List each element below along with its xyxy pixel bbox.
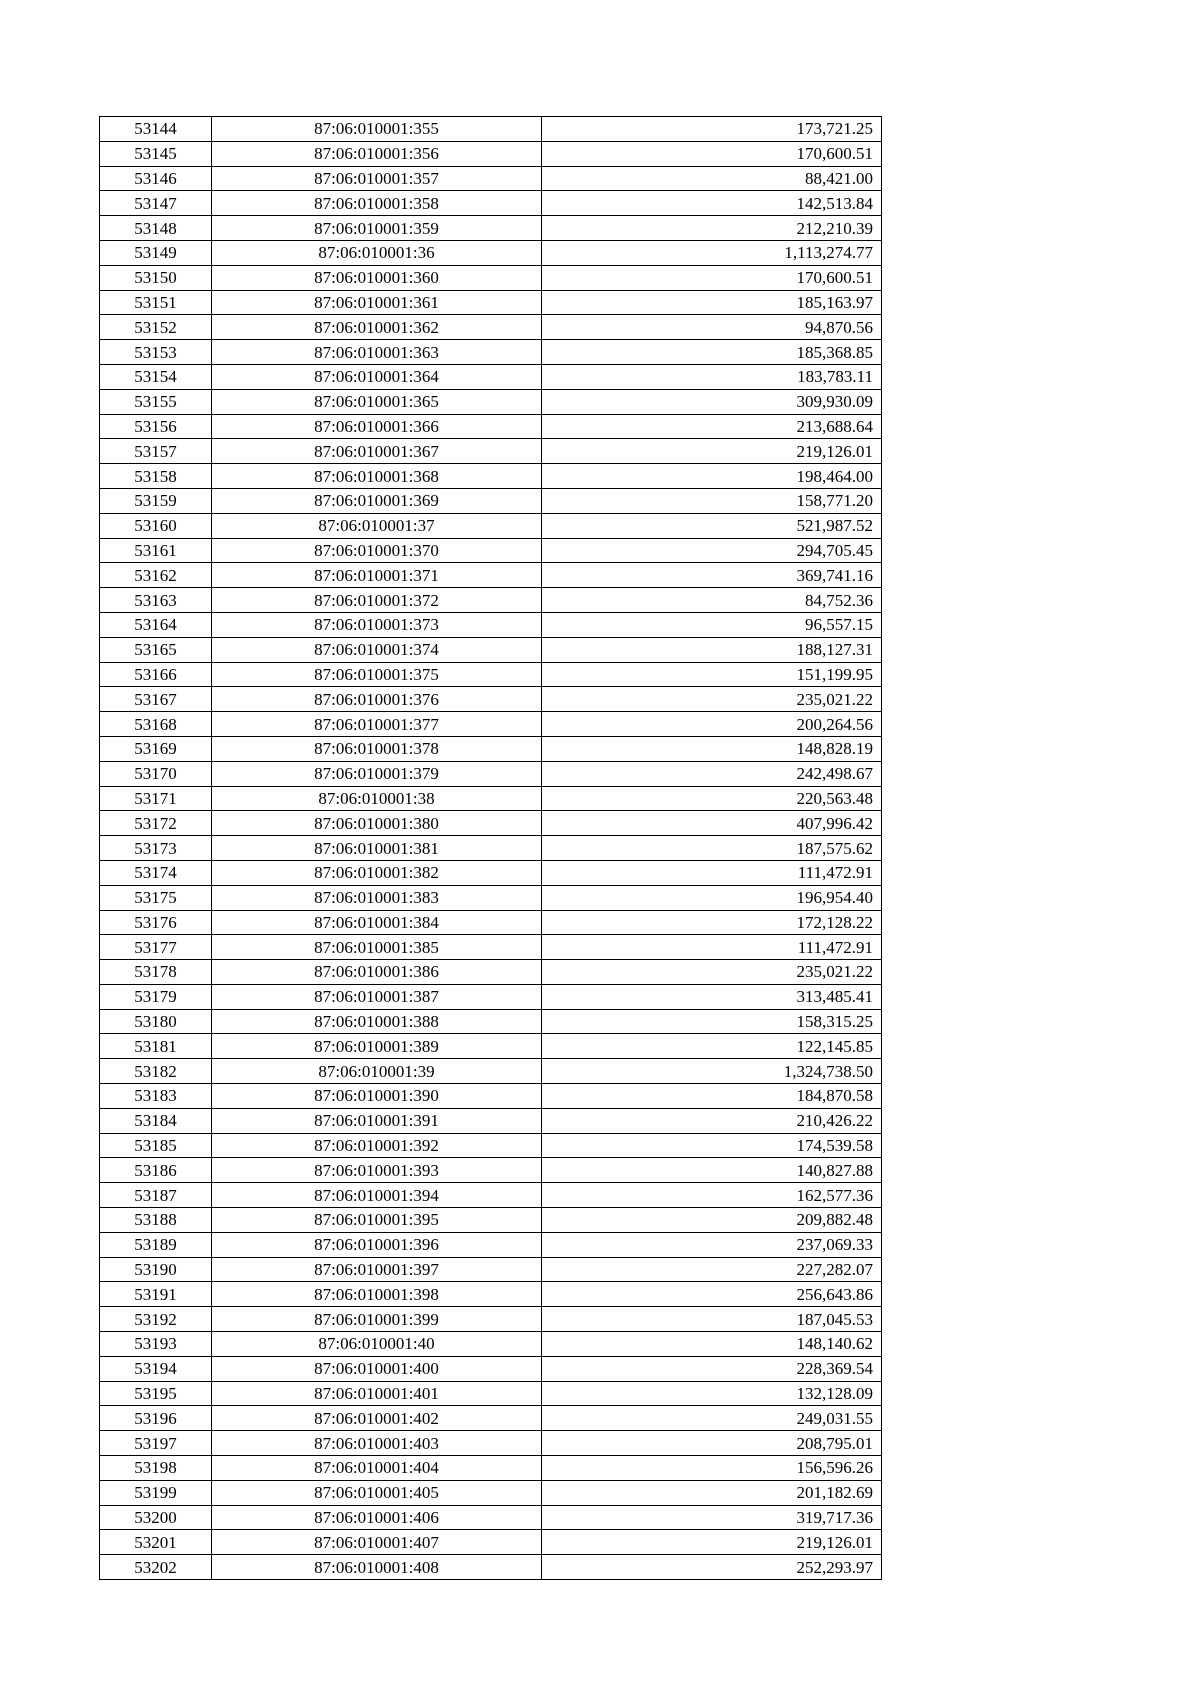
- table-row: [100, 1208, 882, 1233]
- cadastral-value-cell: 201,182.69: [542, 1480, 882, 1505]
- table-row: [100, 736, 882, 761]
- table-row: [100, 265, 882, 290]
- cadastral-number-cell: 87:06:010001:36: [212, 240, 542, 265]
- cadastral-number-cell: 87:06:010001:383: [212, 885, 542, 910]
- cadastral-value-cell: 220,563.48: [542, 786, 882, 811]
- row-number-cell: 53185: [100, 1133, 212, 1158]
- table-row: [100, 885, 882, 910]
- row-number-cell: 53194: [100, 1356, 212, 1381]
- table-row: [100, 166, 882, 191]
- cadastral-value-cell: 235,021.22: [542, 960, 882, 985]
- cadastral-value-cell: 185,368.85: [542, 340, 882, 365]
- row-number-cell: 53144: [100, 117, 212, 142]
- row-number-cell: 53165: [100, 637, 212, 662]
- cadastral-value-cell: 173,721.25: [542, 117, 882, 142]
- table-row: [100, 1381, 882, 1406]
- cadastral-value-cell: 187,045.53: [542, 1307, 882, 1332]
- cadastral-value-cell: 319,717.36: [542, 1505, 882, 1530]
- table-row: [100, 1307, 882, 1332]
- row-number-cell: 53201: [100, 1530, 212, 1555]
- row-number-cell: 53148: [100, 216, 212, 241]
- table-row: [100, 1456, 882, 1481]
- cadastral-value-cell: 174,539.58: [542, 1133, 882, 1158]
- cadastral-number-cell: 87:06:010001:369: [212, 488, 542, 513]
- table-row: [100, 1108, 882, 1133]
- cadastral-value-cell: 369,741.16: [542, 563, 882, 588]
- cadastral-number-cell: 87:06:010001:375: [212, 662, 542, 687]
- cadastral-number-cell: 87:06:010001:358: [212, 191, 542, 216]
- row-number-cell: 53152: [100, 315, 212, 340]
- cadastral-number-cell: 87:06:010001:403: [212, 1431, 542, 1456]
- row-number-cell: 53183: [100, 1084, 212, 1109]
- row-number-cell: 53157: [100, 439, 212, 464]
- row-number-cell: 53150: [100, 265, 212, 290]
- row-number-cell: 53171: [100, 786, 212, 811]
- table-row: [100, 935, 882, 960]
- cadastral-value-cell: 209,882.48: [542, 1208, 882, 1233]
- cadastral-number-cell: 87:06:010001:406: [212, 1505, 542, 1530]
- table-row: [100, 1282, 882, 1307]
- row-number-cell: 53146: [100, 166, 212, 191]
- table-row: [100, 1530, 882, 1555]
- cadastral-value-cell: 122,145.85: [542, 1034, 882, 1059]
- table-row: [100, 811, 882, 836]
- cadastral-number-cell: 87:06:010001:38: [212, 786, 542, 811]
- table-row: [100, 712, 882, 737]
- cadastral-number-cell: 87:06:010001:357: [212, 166, 542, 191]
- table-row: [100, 1555, 882, 1580]
- table-row: [100, 389, 882, 414]
- row-number-cell: 53178: [100, 960, 212, 985]
- cadastral-number-cell: 87:06:010001:381: [212, 836, 542, 861]
- cadastral-number-cell: 87:06:010001:386: [212, 960, 542, 985]
- cadastral-number-cell: 87:06:010001:398: [212, 1282, 542, 1307]
- table-row: [100, 141, 882, 166]
- cadastral-number-cell: 87:06:010001:384: [212, 910, 542, 935]
- row-number-cell: 53186: [100, 1158, 212, 1183]
- row-number-cell: 53199: [100, 1480, 212, 1505]
- row-number-cell: 53181: [100, 1034, 212, 1059]
- table-row: [100, 191, 882, 216]
- table-row: [100, 340, 882, 365]
- row-number-cell: 53187: [100, 1183, 212, 1208]
- row-number-cell: 53161: [100, 538, 212, 563]
- row-number-cell: 53154: [100, 364, 212, 389]
- cadastral-number-cell: 87:06:010001:388: [212, 1009, 542, 1034]
- cadastral-value-table: [99, 116, 882, 1580]
- cadastral-value-cell: 237,069.33: [542, 1232, 882, 1257]
- table-row: [100, 1480, 882, 1505]
- cadastral-value-cell: 88,421.00: [542, 166, 882, 191]
- row-number-cell: 53158: [100, 464, 212, 489]
- row-number-cell: 53166: [100, 662, 212, 687]
- row-number-cell: 53174: [100, 860, 212, 885]
- cadastral-number-cell: 87:06:010001:370: [212, 538, 542, 563]
- table-row: [100, 315, 882, 340]
- cadastral-value-cell: 188,127.31: [542, 637, 882, 662]
- table-row: [100, 1084, 882, 1109]
- cadastral-value-cell: 1,324,738.50: [542, 1059, 882, 1084]
- row-number-cell: 53164: [100, 612, 212, 637]
- cadastral-number-cell: 87:06:010001:359: [212, 216, 542, 241]
- cadastral-value-cell: 142,513.84: [542, 191, 882, 216]
- table-row: [100, 1356, 882, 1381]
- cadastral-value-cell: 294,705.45: [542, 538, 882, 563]
- cadastral-value-cell: 227,282.07: [542, 1257, 882, 1282]
- table-row: [100, 612, 882, 637]
- table-row: [100, 588, 882, 613]
- cadastral-number-cell: 87:06:010001:408: [212, 1555, 542, 1580]
- table-row: [100, 860, 882, 885]
- table-row: [100, 439, 882, 464]
- row-number-cell: 53168: [100, 712, 212, 737]
- cadastral-value-cell: 111,472.91: [542, 935, 882, 960]
- cadastral-value-cell: 132,128.09: [542, 1381, 882, 1406]
- cadastral-value-cell: 200,264.56: [542, 712, 882, 737]
- row-number-cell: 53184: [100, 1108, 212, 1133]
- cadastral-value-cell: 213,688.64: [542, 414, 882, 439]
- cadastral-value-cell: 162,577.36: [542, 1183, 882, 1208]
- row-number-cell: 53156: [100, 414, 212, 439]
- cadastral-number-cell: 87:06:010001:363: [212, 340, 542, 365]
- row-number-cell: 53163: [100, 588, 212, 613]
- row-number-cell: 53195: [100, 1381, 212, 1406]
- cadastral-number-cell: 87:06:010001:397: [212, 1257, 542, 1282]
- cadastral-number-cell: 87:06:010001:371: [212, 563, 542, 588]
- cadastral-value-cell: 219,126.01: [542, 439, 882, 464]
- cadastral-value-cell: 158,315.25: [542, 1009, 882, 1034]
- cadastral-value-cell: 196,954.40: [542, 885, 882, 910]
- row-number-cell: 53192: [100, 1307, 212, 1332]
- cadastral-value-cell: 219,126.01: [542, 1530, 882, 1555]
- row-number-cell: 53159: [100, 488, 212, 513]
- table-row: [100, 1406, 882, 1431]
- row-number-cell: 53162: [100, 563, 212, 588]
- cadastral-number-cell: 87:06:010001:402: [212, 1406, 542, 1431]
- row-number-cell: 53190: [100, 1257, 212, 1282]
- cadastral-number-cell: 87:06:010001:362: [212, 315, 542, 340]
- table-row: [100, 1158, 882, 1183]
- table-row: [100, 1059, 882, 1084]
- cadastral-number-cell: 87:06:010001:385: [212, 935, 542, 960]
- cadastral-value-cell: 249,031.55: [542, 1406, 882, 1431]
- table-row: [100, 1505, 882, 1530]
- table-row: [100, 984, 882, 1009]
- row-number-cell: 53172: [100, 811, 212, 836]
- row-number-cell: 53155: [100, 389, 212, 414]
- table-row: [100, 662, 882, 687]
- table-row: [100, 910, 882, 935]
- cadastral-number-cell: 87:06:010001:365: [212, 389, 542, 414]
- cadastral-number-cell: 87:06:010001:372: [212, 588, 542, 613]
- row-number-cell: 53189: [100, 1232, 212, 1257]
- table-row: [100, 1009, 882, 1034]
- cadastral-number-cell: 87:06:010001:373: [212, 612, 542, 637]
- table-row: [100, 414, 882, 439]
- cadastral-number-cell: 87:06:010001:396: [212, 1232, 542, 1257]
- table-row: [100, 836, 882, 861]
- cadastral-number-cell: 87:06:010001:356: [212, 141, 542, 166]
- row-number-cell: 53147: [100, 191, 212, 216]
- table-row: [100, 687, 882, 712]
- row-number-cell: 53177: [100, 935, 212, 960]
- row-number-cell: 53191: [100, 1282, 212, 1307]
- cadastral-number-cell: 87:06:010001:368: [212, 464, 542, 489]
- cadastral-number-cell: 87:06:010001:390: [212, 1084, 542, 1109]
- cadastral-number-cell: 87:06:010001:400: [212, 1356, 542, 1381]
- cadastral-value-cell: 84,752.36: [542, 588, 882, 613]
- cadastral-number-cell: 87:06:010001:40: [212, 1332, 542, 1357]
- cadastral-value-cell: 407,996.42: [542, 811, 882, 836]
- cadastral-value-cell: 184,870.58: [542, 1084, 882, 1109]
- cadastral-value-cell: 256,643.86: [542, 1282, 882, 1307]
- cadastral-value-cell: 313,485.41: [542, 984, 882, 1009]
- row-number-cell: 53167: [100, 687, 212, 712]
- cadastral-value-cell: 111,472.91: [542, 860, 882, 885]
- row-number-cell: 53198: [100, 1456, 212, 1481]
- cadastral-value-cell: 156,596.26: [542, 1456, 882, 1481]
- cadastral-number-cell: 87:06:010001:382: [212, 860, 542, 885]
- cadastral-number-cell: 87:06:010001:360: [212, 265, 542, 290]
- cadastral-value-cell: 210,426.22: [542, 1108, 882, 1133]
- table-row: [100, 538, 882, 563]
- row-number-cell: 53182: [100, 1059, 212, 1084]
- table-body: [100, 117, 882, 1580]
- cadastral-value-cell: 170,600.51: [542, 141, 882, 166]
- table-row: [100, 786, 882, 811]
- cadastral-number-cell: 87:06:010001:405: [212, 1480, 542, 1505]
- table-row: [100, 117, 882, 142]
- cadastral-number-cell: 87:06:010001:366: [212, 414, 542, 439]
- cadastral-number-cell: 87:06:010001:404: [212, 1456, 542, 1481]
- cadastral-value-cell: 170,600.51: [542, 265, 882, 290]
- cadastral-number-cell: 87:06:010001:364: [212, 364, 542, 389]
- table-row: [100, 216, 882, 241]
- table-row: [100, 364, 882, 389]
- cadastral-number-cell: 87:06:010001:37: [212, 513, 542, 538]
- row-number-cell: 53149: [100, 240, 212, 265]
- cadastral-value-cell: 183,783.11: [542, 364, 882, 389]
- cadastral-number-cell: 87:06:010001:380: [212, 811, 542, 836]
- cadastral-number-cell: 87:06:010001:355: [212, 117, 542, 142]
- row-number-cell: 53196: [100, 1406, 212, 1431]
- cadastral-number-cell: 87:06:010001:407: [212, 1530, 542, 1555]
- cadastral-number-cell: 87:06:010001:394: [212, 1183, 542, 1208]
- cadastral-value-cell: 228,369.54: [542, 1356, 882, 1381]
- cadastral-number-cell: 87:06:010001:39: [212, 1059, 542, 1084]
- cadastral-value-cell: 172,128.22: [542, 910, 882, 935]
- cadastral-value-cell: 185,163.97: [542, 290, 882, 315]
- table-row: [100, 563, 882, 588]
- row-number-cell: 53160: [100, 513, 212, 538]
- row-number-cell: 53188: [100, 1208, 212, 1233]
- table-row: [100, 1232, 882, 1257]
- table-row: [100, 1332, 882, 1357]
- cadastral-number-cell: 87:06:010001:361: [212, 290, 542, 315]
- row-number-cell: 53151: [100, 290, 212, 315]
- cadastral-value-cell: 151,199.95: [542, 662, 882, 687]
- table-row: [100, 290, 882, 315]
- row-number-cell: 53176: [100, 910, 212, 935]
- cadastral-value-cell: 96,557.15: [542, 612, 882, 637]
- cadastral-value-cell: 235,021.22: [542, 687, 882, 712]
- cadastral-value-cell: 212,210.39: [542, 216, 882, 241]
- row-number-cell: 53202: [100, 1555, 212, 1580]
- cadastral-value-cell: 242,498.67: [542, 761, 882, 786]
- cadastral-number-cell: 87:06:010001:392: [212, 1133, 542, 1158]
- row-number-cell: 53175: [100, 885, 212, 910]
- cadastral-number-cell: 87:06:010001:395: [212, 1208, 542, 1233]
- cadastral-number-cell: 87:06:010001:387: [212, 984, 542, 1009]
- cadastral-number-cell: 87:06:010001:378: [212, 736, 542, 761]
- table-row: [100, 1257, 882, 1282]
- cadastral-value-cell: 208,795.01: [542, 1431, 882, 1456]
- cadastral-value-cell: 309,930.09: [542, 389, 882, 414]
- cadastral-number-cell: 87:06:010001:376: [212, 687, 542, 712]
- table-row: [100, 513, 882, 538]
- table-row: [100, 761, 882, 786]
- cadastral-number-cell: 87:06:010001:399: [212, 1307, 542, 1332]
- table-row: [100, 1133, 882, 1158]
- cadastral-value-cell: 140,827.88: [542, 1158, 882, 1183]
- cadastral-number-cell: 87:06:010001:389: [212, 1034, 542, 1059]
- row-number-cell: 53169: [100, 736, 212, 761]
- row-number-cell: 53193: [100, 1332, 212, 1357]
- table-row: [100, 464, 882, 489]
- cadastral-value-cell: 148,140.62: [542, 1332, 882, 1357]
- cadastral-value-cell: 198,464.00: [542, 464, 882, 489]
- cadastral-value-cell: 1,113,274.77: [542, 240, 882, 265]
- table-row: [100, 488, 882, 513]
- cadastral-number-cell: 87:06:010001:401: [212, 1381, 542, 1406]
- cadastral-number-cell: 87:06:010001:393: [212, 1158, 542, 1183]
- cadastral-number-cell: 87:06:010001:374: [212, 637, 542, 662]
- table-row: [100, 1431, 882, 1456]
- cadastral-number-cell: 87:06:010001:379: [212, 761, 542, 786]
- row-number-cell: 53179: [100, 984, 212, 1009]
- row-number-cell: 53153: [100, 340, 212, 365]
- row-number-cell: 53170: [100, 761, 212, 786]
- table-row: [100, 1183, 882, 1208]
- table-row: [100, 1034, 882, 1059]
- cadastral-value-cell: 521,987.52: [542, 513, 882, 538]
- row-number-cell: 53173: [100, 836, 212, 861]
- row-number-cell: 53145: [100, 141, 212, 166]
- table-row: [100, 637, 882, 662]
- cadastral-value-cell: 187,575.62: [542, 836, 882, 861]
- cadastral-value-cell: 252,293.97: [542, 1555, 882, 1580]
- cadastral-number-cell: 87:06:010001:367: [212, 439, 542, 464]
- cadastral-number-cell: 87:06:010001:391: [212, 1108, 542, 1133]
- table-row: [100, 960, 882, 985]
- cadastral-value-cell: 148,828.19: [542, 736, 882, 761]
- cadastral-value-cell: 158,771.20: [542, 488, 882, 513]
- row-number-cell: 53197: [100, 1431, 212, 1456]
- row-number-cell: 53200: [100, 1505, 212, 1530]
- table-row: [100, 240, 882, 265]
- row-number-cell: 53180: [100, 1009, 212, 1034]
- cadastral-value-cell: 94,870.56: [542, 315, 882, 340]
- cadastral-number-cell: 87:06:010001:377: [212, 712, 542, 737]
